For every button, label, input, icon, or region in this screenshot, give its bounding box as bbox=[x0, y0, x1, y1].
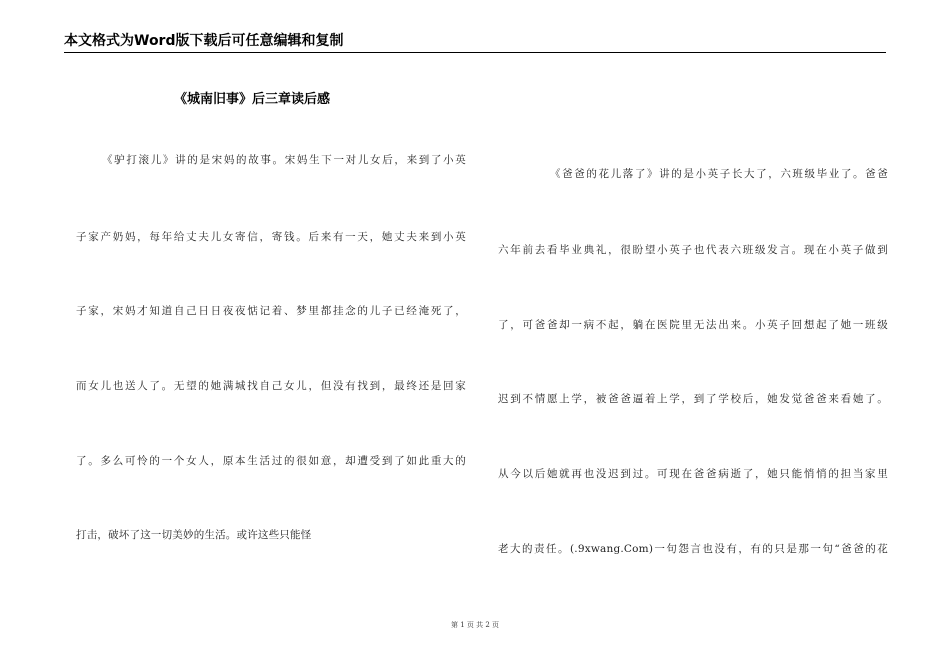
right-line-6: 老大的责任。(.9xwang.Com)一句怨言也没有，有的只是那一句“爸爸的花 bbox=[498, 543, 888, 555]
header-text: 本文格式为Word版下载后可任意编辑和复制 bbox=[64, 33, 344, 49]
left-line-4: 而女儿也送人了。无望的她满城找自己女儿，但没有找到，最终还是回家 bbox=[76, 380, 466, 392]
document-header bbox=[64, 32, 886, 53]
right-line-5: 从今以后她就再也没迟到过。可现在爸爸病逝了，她只能悄悄的担当家里 bbox=[498, 468, 888, 480]
left-line-5: 了。多么可怜的一个女人，原本生活过的很如意，却遭受到了如此重大的 bbox=[76, 455, 466, 467]
right-line-1: 《爸爸的花儿落了》讲的是小英子长大了，六班级毕业了。爸爸 bbox=[550, 168, 888, 180]
right-line-2: 六年前去看毕业典礼，很盼望小英子也代表六班级发言。现在小英子做到 bbox=[498, 244, 888, 256]
left-line-3: 子家，宋妈才知道自己日日夜夜惦记着、梦里都挂念的儿子已经淹死了， bbox=[76, 305, 466, 317]
left-line-1: 《驴打滚儿》讲的是宋妈的故事。宋妈生下一对儿女后，来到了小英 bbox=[102, 154, 466, 166]
page-number: 第 1 页 共 2 页 bbox=[450, 621, 500, 629]
right-line-4: 迟到不情愿上学，被爸爸逼着上学，到了学校后，她发觉爸爸来看她了。 bbox=[498, 393, 888, 405]
right-line-3: 了，可爸爸却一病不起，躺在医院里无法出来。小英子回想起了她一班级 bbox=[498, 319, 888, 331]
left-line-6: 打击，破坏了这一切美妙的生活。或许这些只能怪 bbox=[76, 529, 312, 541]
left-line-2: 子家产奶妈，每年给丈夫儿女寄信，寄钱。后来有一天，她丈夫来到小英 bbox=[76, 231, 466, 243]
document-title: 《城南旧事》后三章读后感 bbox=[174, 92, 331, 107]
